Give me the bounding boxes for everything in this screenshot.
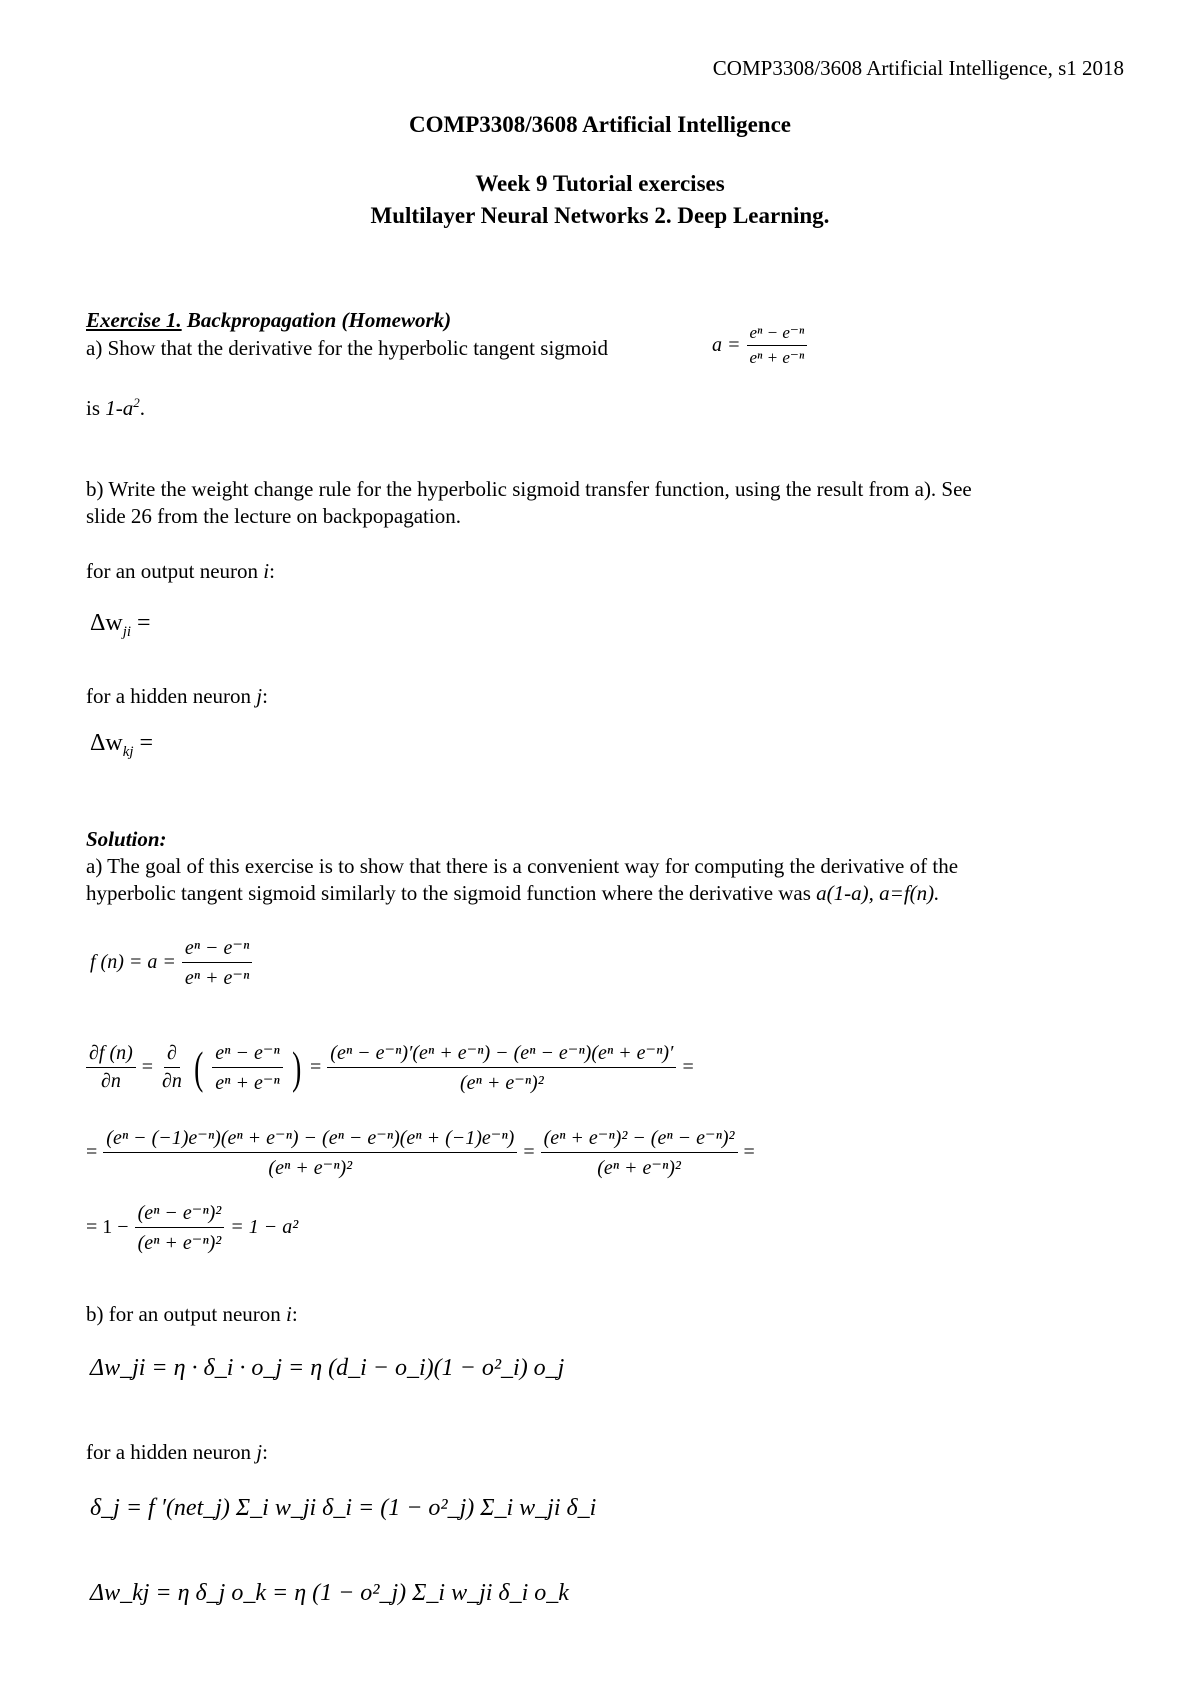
a-equals: a = [712,334,741,356]
exercise-heading [86,306,451,334]
output-weight-rule: Δw_ji = η · δ_i · o_j = η (d_i − o_i)(1 − o²_i) o_j [90,1355,565,1381]
delta-j-formula: δ_j = f ′(net_j) Σ_i w_ji δ_i = (1 − o²_j) Σ_i w_ji δ_i [90,1495,597,1521]
exercise-b-line1: b) Write the weight change rule for the hyperbolic sigmoid transfer function, using the result from a). See [86,477,972,501]
solution-a-line1: a) The goal of this exercise is to show that there is a convenient way for computing the derivative of the [86,854,959,878]
solution-hidden-label: for a hidden neuron j: [86,1440,268,1464]
hidden-neuron-label: for a hidden neuron j: [86,684,268,708]
solution-a-line2: hyperbolic tangent sigmoid similarly to the sigmoid function where the derivative was a(1-a), a=f(n). [86,881,940,905]
tanh-numerator: eⁿ − e⁻ⁿ [747,323,808,346]
derivative-line-2: = $\frac{\text{(eⁿ − (−1)e⁻ⁿ)(eⁿ + e⁻ⁿ) − (eⁿ − e⁻ⁿ)(eⁿ + (−1)e⁻ⁿ)}}{\text{(eⁿ + e⁻ⁿ)²}}$ = $\frac{\text{(eⁿ + e⁻ⁿ)² − (eⁿ − e⁻ⁿ)²}}{\text{(eⁿ + e⁻ⁿ)²}}$ = [86,1127,755,1179]
tutorial-subtitle: Multilayer Neural Networks 2. Deep Learning. [370,203,830,228]
exercise-a-text: a) Show that the derivative for the hyperbolic tangent sigmoid [86,336,608,360]
is-word: is [86,396,101,420]
dw-kj-blank: $\Delta w_{kj}$ = [90,730,154,760]
tanh-denominator: eⁿ + e⁻ⁿ [749,348,805,367]
exercise-b-line2: slide 26 from the lecture on backpopagation. [86,504,461,528]
document-title: COMP3308/3608 Artificial Intelligence [409,112,791,137]
running-header: COMP3308/3608 Artificial Intelligence, s1 2018 [712,56,1124,80]
derivative-line-3: = 1 − $\frac{\text{(eⁿ − e⁻ⁿ)²}}{\text{(eⁿ + e⁻ⁿ)²}}$ = 1 − a² [86,1202,299,1254]
hidden-weight-rule: Δw_kj = η δ_j o_k = η (1 − o²_j) Σ_i w_ji δ_i o_k [90,1580,569,1606]
tanh-definition [712,323,807,368]
output-neuron-label: for an output neuron i: [86,559,275,583]
solution-b-label: b) for an output neuron i: [86,1302,298,1326]
solution-heading: Solution: [86,827,167,851]
derivative-line-1: $\frac{\partial f (n)}{\partial n}$ = $\frac{\partial}{\partial n}$ ( $\frac{\text{eⁿ − e⁻ⁿ}}{\text{eⁿ + e⁻ⁿ}}$ ) = $\frac{\text{(eⁿ − e⁻ⁿ)′(eⁿ + e⁻ⁿ) − (eⁿ − e⁻ⁿ)(eⁿ + e⁻ⁿ)′}}{\text{(eⁿ + e⁻ⁿ)²}}$ = [86,1040,694,1095]
dw-ji-blank: $\Delta w_{ji}$ = [90,610,151,640]
exercise-a-result: is $1-a^2$. [86,395,146,420]
result-expr: $1-a^2$ [105,395,140,420]
fn-definition: f (n) = a = $\frac{\text{eⁿ − e⁻ⁿ}}{\text{eⁿ + e⁻ⁿ}}$ [90,935,252,990]
exercise-title: Backpropagation (Homework) [181,308,452,332]
tutorial-title: Week 9 Tutorial exercises [475,171,725,196]
exercise-label: Exercise 1. [86,308,182,332]
